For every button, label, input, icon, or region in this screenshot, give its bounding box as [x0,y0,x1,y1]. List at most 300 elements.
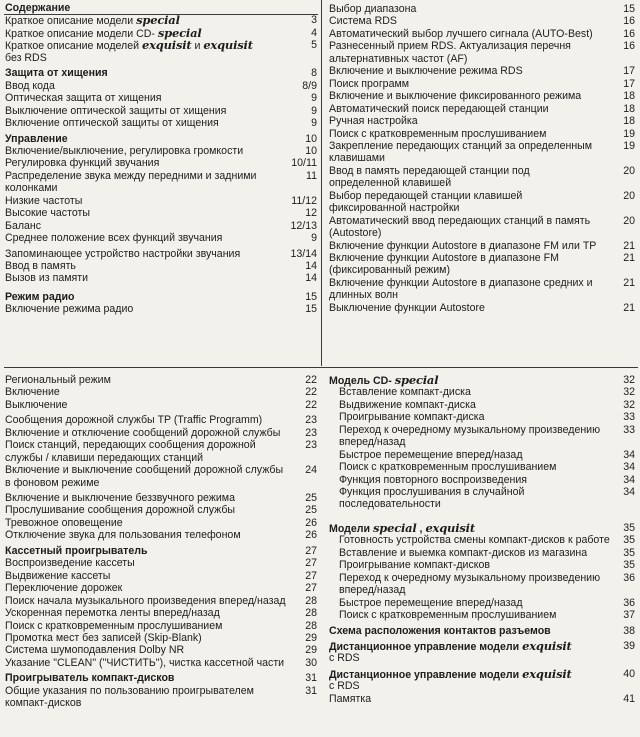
toc-entry [329,103,635,115]
toc-text: Краткое описание модели [5,15,137,27]
toc-entry [5,517,317,529]
toc-page-number: 16 [623,28,635,40]
toc-entry-title [5,632,202,644]
toc-text: Памятка [329,693,372,705]
toc-entry [329,65,635,77]
toc-entry-title [5,117,219,129]
toc-entry [5,39,317,51]
toc-text: Регулировка функций звучания [5,157,160,169]
toc-page-number: 19 [623,140,635,152]
toc-entry-title [5,272,88,284]
toc-text: клавишами [329,152,385,164]
toc-text: Включение и выключение режима RDS [329,65,523,77]
toc-text: Содержание [5,2,71,14]
toc-entry [5,248,317,260]
toc-text: фиксированной настройки [329,202,460,214]
toc-page-number: 21 [623,277,635,289]
toc-entry [339,486,635,498]
toc-page-number: 27 [305,582,317,594]
toc-text: Переключение дорожек [5,582,123,594]
toc-entry [5,182,317,194]
toc-page-number: 25 [305,492,317,504]
toc-entry-title [5,529,241,541]
toc-text: колонками [5,182,58,194]
toc-text: Общие указания по пользованию проигрывателем [5,685,254,697]
toc-text: определенной клавишей [329,177,452,189]
toc-page-number: 36 [623,597,635,609]
toc-entry [329,277,635,289]
toc-page-number: 10/11 [291,157,317,169]
toc-page-number: 41 [623,693,635,705]
toc-entry-title [339,411,485,423]
toc-heading [5,672,317,684]
toc-entry [5,644,317,656]
toc-page-number: 22 [305,386,317,398]
toc-page-number: 29 [305,632,317,644]
toc-entry-title [5,620,222,632]
toc-page-number: 24 [305,464,317,476]
toc-page-number: 23 [305,439,317,451]
toc-page-number: 27 [305,545,317,557]
toc-text: Поиск начала музыкального произведения вперед/назад [5,595,286,607]
toc-entry [5,52,317,64]
toc-page-number: 16 [623,15,635,27]
toc-page-number: 17 [623,78,635,90]
toc-text: Управление [5,133,68,145]
toc-text: Выдвижение компакт-диска [339,399,476,411]
toc-entry [5,595,317,607]
toc-page-number: 27 [305,570,317,582]
toc-entry [339,547,635,559]
toc-entry [5,207,317,219]
toc-page-number: 11/12 [291,195,317,207]
toc-entry [5,303,317,315]
toc-text: вперед/назад [339,436,406,448]
toc-text: Готовность устройства смены компакт-дисков к работе [339,534,610,546]
toc-entry-title [5,67,108,79]
toc-entry [329,177,635,189]
toc-entry [329,302,635,314]
toc-text: Поиск станций, передающих сообщения дорожной [5,439,256,451]
toc-page-number: 18 [623,115,635,127]
toc-text: Промотка мест без записей (Skip-Blank) [5,632,202,644]
toc-text: и [191,40,204,52]
toc-text: Проигрывание компакт-диска [339,411,485,423]
toc-entry-title [329,40,571,52]
toc-entry [329,40,635,52]
model-brand-name: special [136,13,180,27]
toc-page-number: 19 [623,128,635,140]
toc-text: Автоматический выбор лучшего сигнала (AUTO-Best) [329,28,593,40]
toc-page-number: 31 [305,685,317,697]
toc-page-number: 28 [305,595,317,607]
toc-text: с RDS [329,652,360,664]
model-brand-name: special [394,373,439,387]
toc-entry [5,557,317,569]
toc-page-number: 16 [623,40,635,52]
toc-entry [339,411,635,423]
toc-text: Вставление компакт-диска [339,386,471,398]
toc-text: Поиск с кратковременным прослушиванием [339,461,557,473]
toc-page-number: 11 [306,170,317,182]
toc-entry-title [5,452,203,464]
model-brand-name: special [157,26,202,40]
toc-entry-title [5,427,280,439]
toc-entry [329,652,635,664]
toc-entry [329,693,635,705]
toc-text: Включение режима радио [5,303,134,315]
toc-entry-title [5,657,284,669]
toc-entry-title [329,3,416,15]
toc-text: Включение и отключение сообщений дорожной службы [5,427,281,439]
toc-entry-title [339,424,600,436]
toc-page-number: 8 [311,67,317,79]
toc-entry-title [5,517,123,529]
toc-text: Модель CD- [329,375,395,387]
toc-text: вперед/назад [339,584,406,596]
toc-entry-title [339,436,406,448]
toc-text: Выключение функции Autostore [329,302,485,314]
toc-text: Включение и выключение сообщений дорожной службы [5,464,284,476]
toc-page-number: 20 [623,190,635,202]
toc-entry-title [5,557,135,569]
toc-entry [329,289,635,301]
toc-entry [5,477,317,489]
toc-entry-title [339,449,523,461]
toc-page-number: 9 [311,232,317,244]
toc-entry-title [5,2,70,14]
toc-text: Включение [5,386,60,398]
toc-entry [5,697,317,709]
toc-entry-title [329,693,371,705]
toc-text: Включение/выключение, регулировка громкости [5,145,244,157]
toc-entry-title [5,303,133,315]
toc-text: Выдвижение кассеты [5,570,111,582]
toc-page-number: 32 [623,399,635,411]
toc-page-number: 33 [623,411,635,423]
toc-entry [339,424,635,436]
toc-text: Выключение [5,399,68,411]
toc-entry-title [5,14,180,27]
toc-text: Ручная настройка [329,115,418,127]
toc-text: Вызов из памяти [5,272,89,284]
toc-page-number: 34 [623,461,635,473]
toc-entry [329,680,635,692]
toc-entry-title [5,39,253,52]
toc-entry-title [5,399,67,411]
toc-page-number: 39 [623,640,635,652]
toc-page-number: 15 [305,291,317,303]
toc-page-number: 21 [623,252,635,264]
toc-entry-title [339,547,587,559]
toc-entry-title [329,264,450,276]
toc-text: Запоминающее устройство настройки звучания [5,248,241,260]
toc-entry-title [5,477,99,489]
toc-entry-title [5,133,68,145]
toc-text: Включение функции Autostore в диапазоне FM [329,252,559,264]
toc-entry-title [5,260,76,272]
toc-entry [5,529,317,541]
toc-text: Прослушивание сообщения дорожной службы [5,504,236,516]
toc-page-number: 9 [311,117,317,129]
toc-text: Режим радио [5,291,75,303]
toc-entry-title [339,609,556,621]
toc-page-number: 10 [305,145,317,157]
toc-entry [5,399,317,411]
toc-entry [5,92,317,104]
toc-entry [5,452,317,464]
toc-text: Переход к очередному музыкальному произведению [339,424,601,436]
toc-entry-title [5,672,174,684]
toc-page-number: 20 [623,215,635,227]
toc-text: Выбор диапазона [329,3,417,15]
model-brand-name: exquisit [522,639,572,653]
toc-entry-title [5,248,240,260]
toc-page-number: 8/9 [302,80,317,92]
toc-page-number: 5 [311,39,317,51]
toc-entry [329,78,635,90]
toc-entry [5,427,317,439]
toc-entry [329,252,635,264]
toc-text: с RDS [329,680,360,692]
toc-entry [329,3,635,15]
toc-text: Выключение оптической защиты от хищения [5,105,227,117]
toc-page-number: 40 [623,668,635,680]
toc-heading [5,291,317,303]
toc-entry-title [329,90,581,102]
toc-text: Система RDS [329,15,397,27]
toc-text: в фоновом режиме [5,477,100,489]
toc-text: Включение функции Autostore в диапазоне средних и [329,277,593,289]
toc-text: Поиск с кратковременным прослушиванием [5,620,223,632]
toc-heading [329,668,635,680]
toc-text: Ускоренная перемотка ленты вперед/назад [5,607,220,619]
toc-text: Краткое описание моделей [5,40,142,52]
toc-text: Система шумоподавления Dolby NR [5,644,185,656]
toc-entry [5,145,317,157]
toc-entry-title [329,177,451,189]
toc-entry-title [5,697,81,709]
toc-entry [5,504,317,516]
toc-page-number: 18 [623,90,635,102]
toc-page-number: 26 [305,529,317,541]
toc-page-number: 27 [305,557,317,569]
toc-entry [329,264,635,276]
toc-entry [329,15,635,27]
toc-page-number: 17 [623,65,635,77]
toc-text: Дистанционное управление модели [329,669,523,681]
toc-entry-title [5,504,235,516]
toc-text: последовательности [339,498,441,510]
toc-entry-title [5,685,254,697]
toc-entry-title [5,92,162,104]
toc-page-number: 22 [305,399,317,411]
toc-page-number: 22 [305,374,317,386]
toc-entry [339,498,635,510]
toc-entry [5,570,317,582]
toc-entry [329,90,635,102]
toc-text: службы / клавиши передающих станций [5,452,204,464]
toc-entry-title [329,152,385,164]
toc-page-number: 14 [305,260,317,272]
toc-text: (фиксированный режим) [329,264,450,276]
toc-page-number: 4 [311,27,317,39]
toc-entry [5,80,317,92]
toc-entry-title [5,291,74,303]
toc-entry-title [5,105,226,117]
toc-entry [329,28,635,40]
toc-text: Переход к очередному музыкальному произведению [339,572,601,584]
toc-entry [329,152,635,164]
toc-entry-title [339,498,441,510]
toc-entry-title [339,597,523,609]
toc-text: Тревожное оповещение [5,517,123,529]
toc-entry-title [329,289,398,301]
toc-text: Модели [329,523,373,535]
toc-entry-title [339,584,406,596]
toc-entry-title [329,115,418,127]
toc-entry [5,105,317,117]
toc-page-number: 20 [623,165,635,177]
toc-entry-title [5,157,159,169]
toc-entry-title [329,140,592,152]
model-brand-name: exquisit [203,38,253,52]
toc-entry [5,157,317,169]
toc-entry [5,272,317,284]
toc-entry [339,436,635,448]
toc-entry-title [5,386,60,398]
toc-entry-title [329,165,530,177]
toc-page-number: 25 [305,504,317,516]
toc-text: Выбор передающей станции клавишей [329,190,523,202]
toc-page-number: 30 [305,657,317,669]
toc-entry-title [5,414,262,426]
toc-entry-title [5,492,235,504]
toc-page-number: 23 [305,414,317,426]
toc-entry-title [5,595,286,607]
toc-text: Воспроизведение кассеты [5,557,135,569]
toc-heading [329,374,635,386]
toc-page-number: 12 [305,207,317,219]
toc-page-number: 3 [311,14,317,26]
toc-text: Проигрывание компакт-дисков [339,559,491,571]
toc-entry [5,117,317,129]
toc-text: Ввод в память передающей станции под [329,165,530,177]
toc-entry-title [329,78,409,90]
toc-text: компакт-дисков [5,697,82,709]
toc-text: Ввод кода [5,80,55,92]
toc-entry [5,14,317,26]
toc-text: Баланс [5,220,42,232]
toc-entry [329,140,635,152]
toc-page-number: 34 [623,474,635,486]
toc-entry-title [5,607,220,619]
toc-entry-title [329,103,549,115]
toc-text: (Autostore) [329,227,382,239]
toc-entry-title [5,145,243,157]
toc-page-number: 33 [623,424,635,436]
toc-text: Региональный режим [5,374,111,386]
toc-entry-title [339,474,527,486]
toc-entry-title [329,625,551,637]
toc-page-number: 9 [311,105,317,117]
toc-entry [339,449,635,461]
toc-page-number: 35 [623,559,635,571]
toc-entry [5,464,317,476]
toc-page-number: 32 [623,386,635,398]
toc-entry-title [329,240,596,252]
toc-entry-title [5,232,222,244]
toc-entry [329,227,635,239]
toc-entry-title [339,386,471,398]
toc-entry [339,609,635,621]
toc-entry-title [329,227,381,239]
toc-text: Сообщения дорожной службы TP (Traffic Programm) [5,414,263,426]
toc-entry-title [329,277,593,289]
model-brand-name: exquisit [142,38,192,52]
toc-page-number: 36 [623,572,635,584]
toc-entry [5,374,317,386]
toc-entry [329,190,635,202]
toc-entry-title [339,534,610,546]
model-brand-name: special [372,521,417,535]
toc-text: Быстрое перемещение вперед/назад [339,449,523,461]
toc-entry-title [329,652,360,664]
toc-entry [339,559,635,571]
toc-entry-title [329,128,546,140]
toc-text: Включение и выключение беззвучного режима [5,492,235,504]
toc-entry [5,632,317,644]
toc-entry-title [329,190,522,202]
toc-text: Проигрыватель компакт-дисков [5,672,175,684]
toc-entry [329,53,635,65]
toc-entry [329,240,635,252]
toc-page-number: 34 [623,449,635,461]
toc-heading [5,133,317,145]
toc-page-number: 15 [623,3,635,15]
toc-text: альтернативных частот (AF) [329,53,468,65]
toc-entry [5,232,317,244]
toc-text: Включение функции Autostore в диапазоне FM или TP [329,240,597,252]
toc-page-number: 32 [623,374,635,386]
toc-entry-title [329,215,590,227]
toc-text: Функция прослушивания в случайной [339,486,525,498]
toc-page-number: 35 [623,522,635,534]
toc-entry [5,414,317,426]
toc-entry [5,582,317,594]
toc-text: Функция повторного воспроизведения [339,474,527,486]
toc-heading [329,640,635,652]
toc-entry [5,220,317,232]
toc-entry-title [5,80,55,92]
toc-text: Ввод в память [5,260,76,272]
toc-text: Отключение звука для пользования телефоном [5,529,241,541]
toc-entry [329,215,635,227]
toc-heading [329,522,635,534]
toc-text: Низкие частоты [5,195,83,207]
toc-text: Поиск программ [329,78,410,90]
toc-entry [329,202,635,214]
toc-page-number: 15 [305,303,317,315]
toc-entry [339,572,635,584]
toc-text: Поиск с кратковременным прослушиванием [339,609,557,621]
toc-entry-title [339,399,476,411]
toc-text: Дистанционное управление модели [329,641,523,653]
toc-page-number: 38 [623,625,635,637]
toc-entry-title [329,202,459,214]
toc-entry [339,584,635,596]
toc-page-number: 26 [305,517,317,529]
